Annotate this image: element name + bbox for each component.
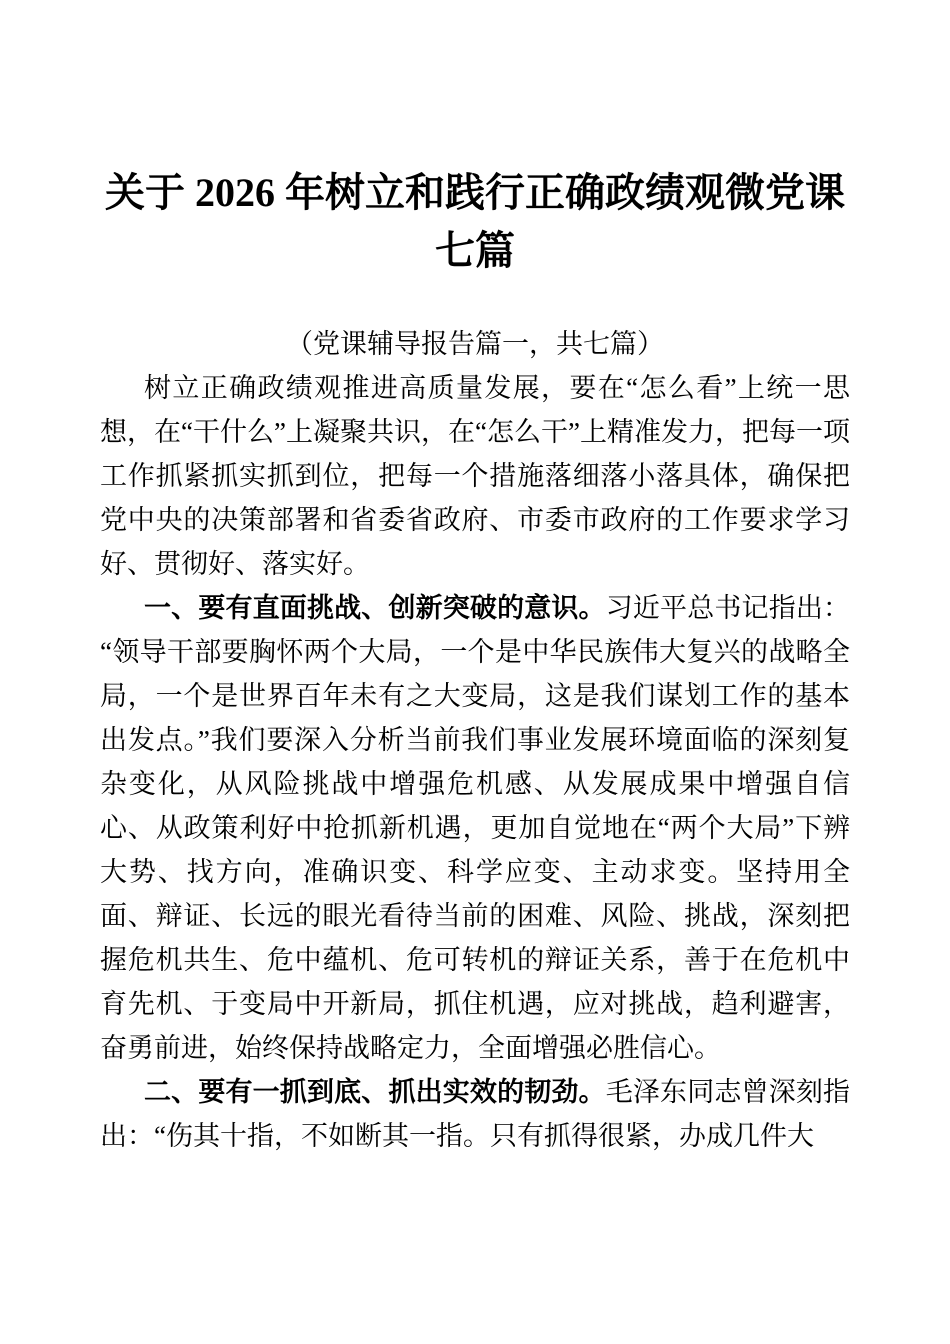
section-2-heading: 二、要有一抓到底、抓出实效的韧劲。 [144,1077,606,1107]
document-subtitle: （党课辅导报告篇一，共七篇） [286,329,664,359]
section-2-text: 毛泽东同志曾深刻指出：“伤其十指，不如断其一指。只有抓得很紧，办成几件大 [100,1077,851,1151]
paragraph-section-2 [100,1070,850,1158]
document-content [100,0,850,1158]
section-1-text: 习近平总书记指出：“领导干部要胸怀两个大局，一个是中华民族伟大复兴的战略全局，一个是世界百年未有之大变局，这是我们谋划工作的基本出发点。”我们要深入分析当前我们事业发展环境面临的深刻复杂变化，从风险挑战中增强危机感、从发展成果中增强自信心、从政策利好中抢抓新机遇，更加自觉地在“两个大局”下辨大势、找方向，准确识变、科学应变、主动求变。坚持用全面、辩证、长远的眼光看待当前的困难、风险、挑战，深刻把握危机共生、危中蕴机、危可转机的辩证关系，善于在危机中育先机、于变局中开新局，抓住机遇，应对挑战，趋利避害，奋勇前进，始终保持战略定力，全面增强必胜信心。 [100,593,851,1063]
section-1-heading: 一、要有直面挑战、创新突破的意识。 [144,593,606,623]
paragraph-section-1 [100,586,850,1070]
paragraph-intro [100,366,850,586]
paragraph-intro-text: 树立正确政绩观推进高质量发展，要在“怎么看”上统一思想，在“干什么”上凝聚共识，在“怎么干”上精准发力，把每一项工作抓紧抓实抓到位，把每一个措施落细落小落具体，确保把党中央的决策部署和省委省政府、市委市政府的工作要求学习好、贯彻好、落实好。 [100,373,850,579]
document-title: 关于 2026 年树立和践行正确政绩观微党课七篇 [105,170,845,273]
